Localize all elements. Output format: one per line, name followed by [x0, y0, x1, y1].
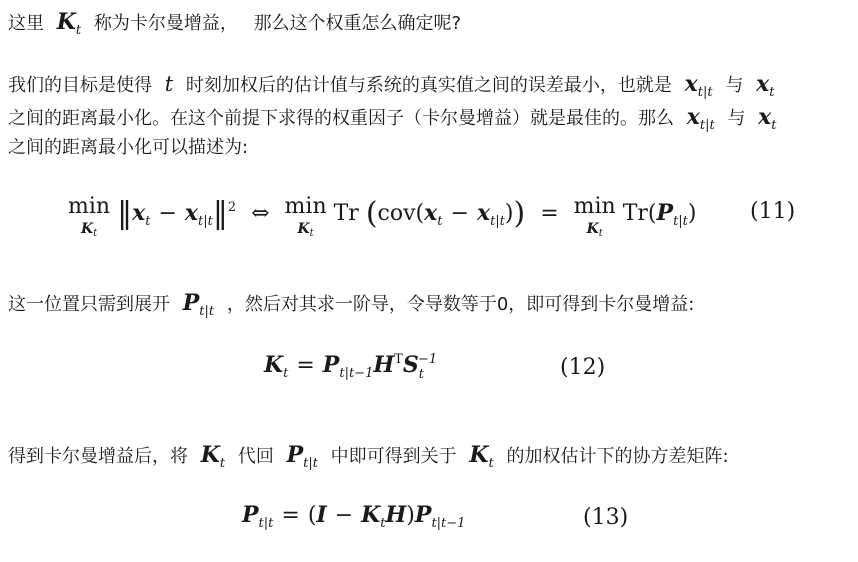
min-operator: min $K_t$ — [573, 194, 616, 239]
text: 之间的距离最小化。在这个前提下求得的权重因子（卡尔曼增益）就是最佳的。那么 — [8, 108, 674, 129]
cov-operator: cov — [377, 201, 416, 226]
text: 这里 — [8, 13, 44, 34]
math-k-t: $K_t$ — [469, 442, 494, 471]
equation-number: (11) — [750, 199, 796, 224]
min-operator: min $K_t$ — [284, 194, 327, 239]
text: 称为卡尔曼增益， — [93, 13, 238, 34]
math-x-t-given-t: $x_{t|t}$ — [684, 71, 713, 100]
min-operator: min $K_t$ — [68, 194, 111, 239]
math-x-t: $x_t$ — [758, 104, 777, 133]
trace-operator: Tr — [622, 201, 648, 226]
text: 时刻加权后的估计值与系统的真实值之间的误差最小，也就是 — [185, 75, 672, 96]
math-k-t: $K_t$ — [200, 442, 226, 471]
math-p-t-given-t: $P_{t|t}$ — [286, 442, 318, 471]
equation-11: min $K_t$ $‖x_t$ − $x_{t|t}‖^2$ ⇔ min $K_t$ Tr $(cov(x_t - x_{t|t}))$ = min $K_t$ $Tr(P_{t|t})$ — [68, 196, 696, 245]
math-k-t: $K_t$ — [56, 9, 82, 38]
text: 与 — [725, 75, 744, 96]
text: 得到卡尔曼增益后，将 — [8, 446, 188, 467]
equation-number: (13) — [583, 505, 629, 530]
math-t: t — [164, 72, 174, 96]
paragraph-goal-line1 — [8, 71, 781, 106]
math-x-t-given-t: $x_{t|t}$ — [686, 104, 715, 133]
math-p-t-given-t: $P_{t|t}$ — [182, 290, 215, 319]
text: 代回 — [237, 446, 274, 467]
paragraph-goal-line3 — [8, 135, 248, 161]
text: 那么这个权重怎么确定呢? — [253, 13, 462, 34]
text: 之间的距离最小化可以描述为: — [8, 137, 249, 158]
paragraph-intro — [8, 9, 461, 44]
text: 与 — [727, 108, 746, 129]
paragraph-goal-line2 — [8, 104, 784, 139]
paragraph-substitute — [8, 442, 729, 477]
trace-operator: Tr — [333, 201, 359, 226]
text: 我们的目标是使得 — [8, 75, 152, 96]
equation-13: $P_{t|t} = (I - K_tH)P_{t|t-1}$ — [242, 502, 466, 531]
equation-number: (12) — [560, 355, 606, 380]
paragraph-expand — [8, 290, 694, 325]
math-x-t: $x_t$ — [756, 71, 775, 100]
text: 这一位置只需到展开 — [8, 294, 170, 315]
equation-12: $K_t = P_{t|t-1}H^TS_t^{-1}$ — [264, 352, 438, 382]
text: 中即可得到关于 — [330, 446, 457, 467]
text: 的加权估计下的协方差矩阵: — [506, 446, 729, 467]
text: ，然后对其求一阶导，令导数等于0，即可得到卡尔曼增益: — [226, 294, 695, 315]
